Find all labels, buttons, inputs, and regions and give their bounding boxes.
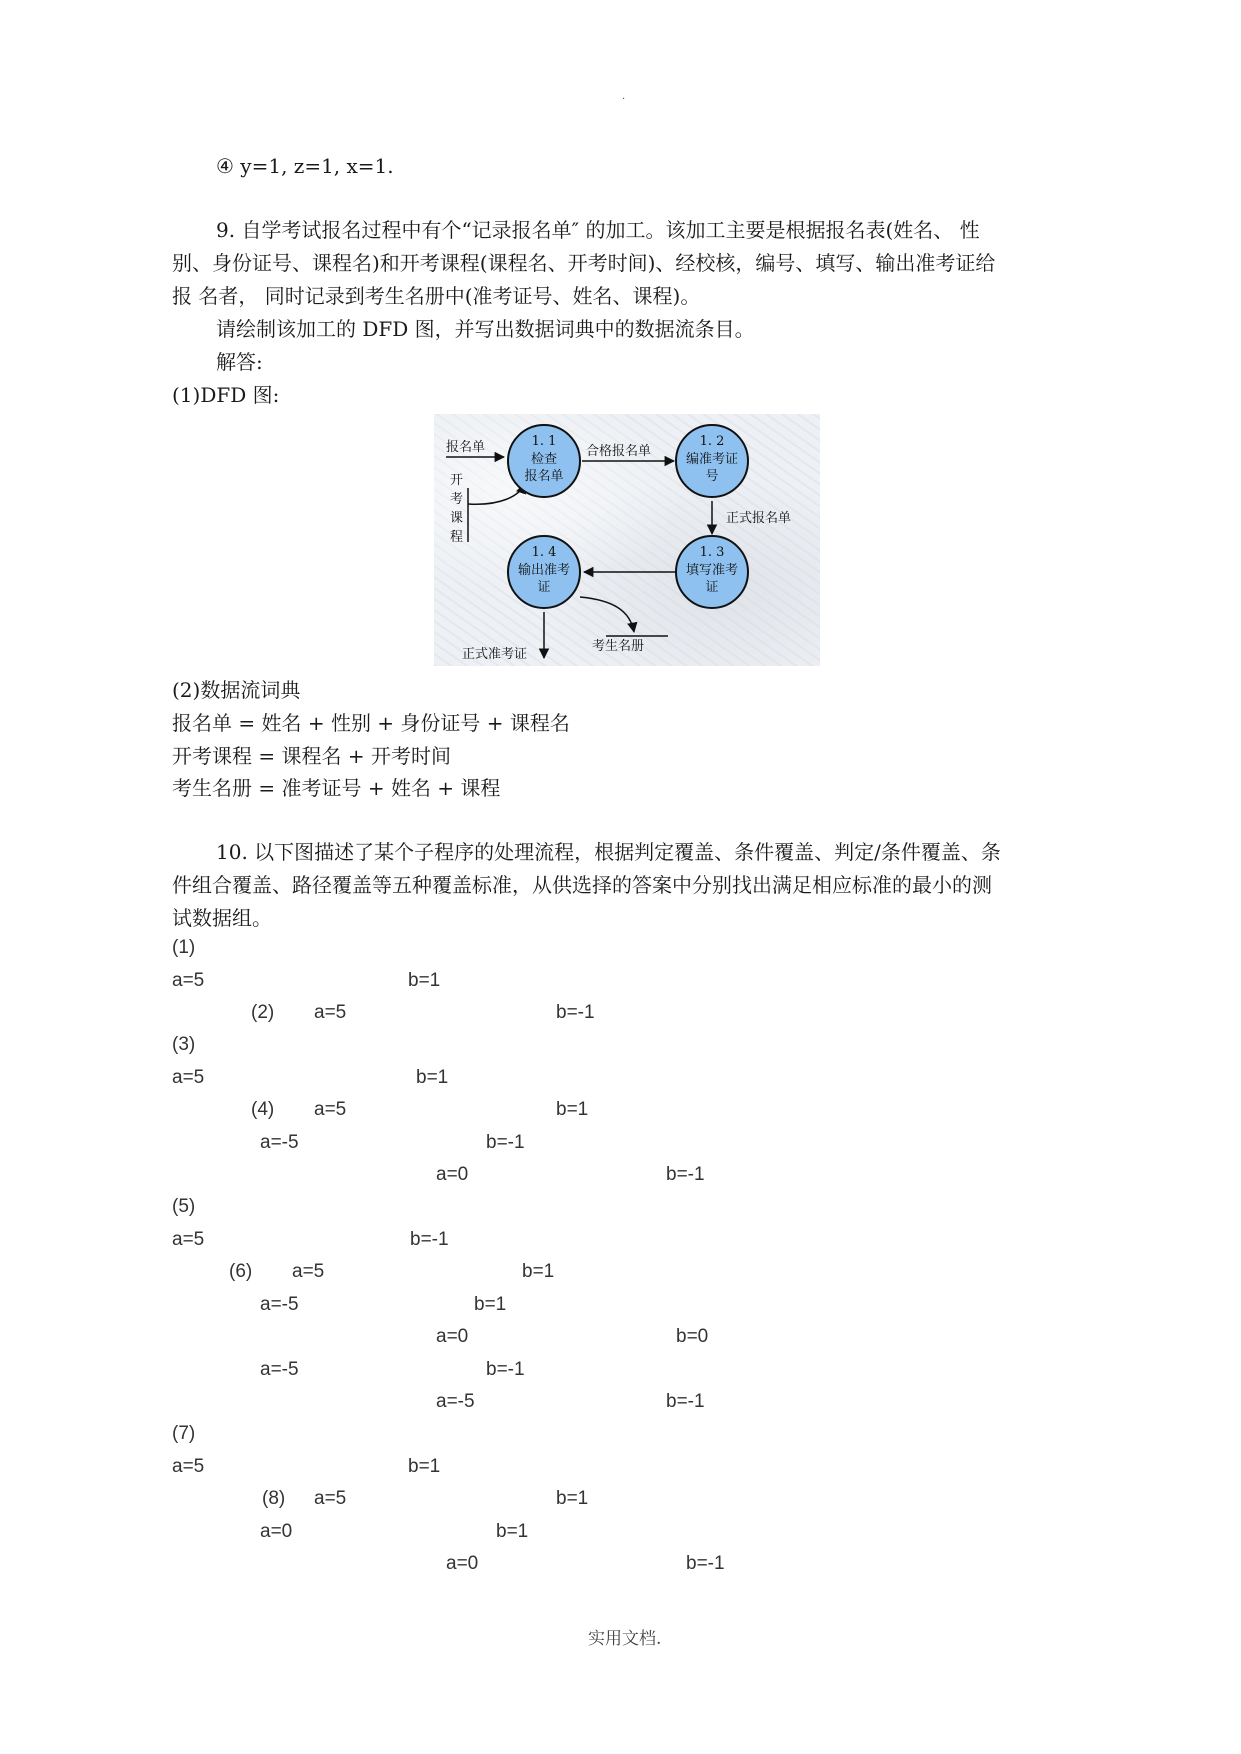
p13-line1: 填写准考 — [685, 563, 739, 578]
q9-line-1: 9. 自学考试报名过程中有个“记录报名单″ 的加工。该加工主要是根据报名表(姓名、 性 — [216, 218, 980, 242]
option-7-b: b=1 — [408, 1456, 441, 1477]
option-8-b1: b=1 — [556, 1488, 589, 1509]
p12-num: 1. 2 — [699, 434, 725, 449]
p13-line2: 证 — [705, 580, 719, 595]
option-4-b1: b=1 — [556, 1099, 589, 1120]
q9-line-3: 报 名者， 同时记录到考生名册中(准考证号、姓名、课程)。 — [172, 284, 701, 308]
option-8-b2: b=1 — [496, 1521, 529, 1542]
q9-line-2: 别、身份证号、课程名)和开考课程(课程名、开考时间)、经校核，编号、填写、输出准考证给 — [172, 251, 996, 275]
option-6-a2: a=-5 — [260, 1294, 299, 1315]
q10-line-1: 10. 以下图描述了某个子程序的处理流程，根据判定覆盖、条件覆盖、判定/条件覆盖、条 — [216, 840, 1001, 864]
option-1-label: (1) — [172, 937, 196, 958]
option-8-label: (8) — [262, 1488, 286, 1509]
option-6-b5: b=-1 — [666, 1391, 705, 1412]
q10-line-2: 件组合覆盖、路径覆盖等五种覆盖标准，从供选择的答案中分别找出满足相应标准的最小的测 — [172, 873, 992, 897]
option-5-label: (5) — [172, 1196, 196, 1217]
footer-text: 实用文档. — [588, 1629, 662, 1649]
option-1-a: a=5 — [172, 970, 205, 991]
p13-num: 1. 3 — [699, 545, 725, 560]
option-6-a5: a=-5 — [436, 1391, 475, 1412]
dfd-diagram — [434, 414, 820, 666]
label-kaokao-2: 考 — [450, 492, 464, 507]
option-7-a: a=5 — [172, 1456, 205, 1477]
q9-question: 请绘制该加工的 DFD 图，并写出数据词典中的数据流条目。 — [216, 317, 755, 341]
p14-line2: 证 — [537, 580, 551, 595]
option-4-b2: b=-1 — [486, 1132, 525, 1153]
p11-line1: 检查 — [530, 452, 558, 467]
label-kaokao-4: 程 — [450, 530, 464, 545]
dict-entry-2: 开考课程 = 课程名 + 开考时间 — [172, 744, 451, 768]
option-3-label: (3) — [172, 1034, 196, 1055]
option-8-a3: a=0 — [446, 1553, 479, 1574]
option-5-b: b=-1 — [410, 1229, 449, 1250]
option-4-b3: b=-1 — [666, 1164, 705, 1185]
p14-num: 1. 4 — [531, 545, 557, 560]
option-2-b: b=-1 — [556, 1002, 595, 1023]
label-store: 考生名册 — [592, 639, 645, 654]
flow-arrow-kaokao — [468, 484, 524, 504]
q10-line-3: 试数据组。 — [172, 906, 272, 930]
option-2-a: a=5 — [314, 1002, 347, 1023]
label-baomingdan: 报名单 — [446, 440, 486, 455]
answer-label: 解答: — [216, 350, 263, 374]
option-6-a4: a=-5 — [260, 1359, 299, 1380]
label-kaokao-1: 开 — [450, 473, 464, 488]
option-4-a3: a=0 — [436, 1164, 469, 1185]
label-hege: 合格报名单 — [586, 444, 652, 459]
p11-num: 1. 1 — [531, 434, 557, 449]
dict-heading: (2)数据流词典 — [172, 678, 301, 702]
option-4-a1: a=5 — [314, 1099, 347, 1120]
option-6-b2: b=1 — [474, 1294, 507, 1315]
option-7-label: (7) — [172, 1423, 196, 1444]
option-1-b: b=1 — [408, 970, 441, 991]
option-6-label: (6) — [229, 1261, 253, 1282]
label-zhengshi: 正式报名单 — [726, 511, 792, 526]
p12-line1: 编准考证 — [685, 452, 739, 467]
option-6-b3: b=0 — [676, 1326, 709, 1347]
option-5-a: a=5 — [172, 1229, 205, 1250]
p11-line2: 报名单 — [524, 469, 564, 484]
option-6-b1: b=1 — [522, 1261, 555, 1282]
option-6-b4: b=-1 — [486, 1359, 525, 1380]
header-mark: · — [622, 94, 626, 105]
option-6-a3: a=0 — [436, 1326, 469, 1347]
option-8-a1: a=5 — [314, 1488, 347, 1509]
option-4-a2: a=-5 — [260, 1132, 299, 1153]
option-8-a2: a=0 — [260, 1521, 293, 1542]
flow-arrow-store — [580, 597, 634, 632]
option-6-a1: a=5 — [292, 1261, 325, 1282]
p12-line2: 号 — [705, 469, 719, 484]
option-3-b: b=1 — [416, 1067, 449, 1088]
p14-line1: 输出准考 — [517, 563, 571, 578]
option-8-b3: b=-1 — [686, 1553, 725, 1574]
dict-entry-1: 报名单 = 姓名 + 性别 + 身份证号 + 课程名 — [172, 711, 570, 735]
option-4-label: (4) — [251, 1099, 275, 1120]
dfd-heading: (1)DFD 图: — [172, 383, 280, 407]
dict-entry-3: 考生名册 = 准考证号 + 姓名 + 课程 — [172, 776, 501, 800]
option-4-line: ④ y=1, z=1, x=1. — [216, 154, 394, 178]
option-2-label: (2) — [251, 1002, 275, 1023]
option-3-a: a=5 — [172, 1067, 205, 1088]
label-out: 正式准考证 — [462, 647, 528, 662]
label-kaokao-3: 课 — [450, 511, 464, 526]
